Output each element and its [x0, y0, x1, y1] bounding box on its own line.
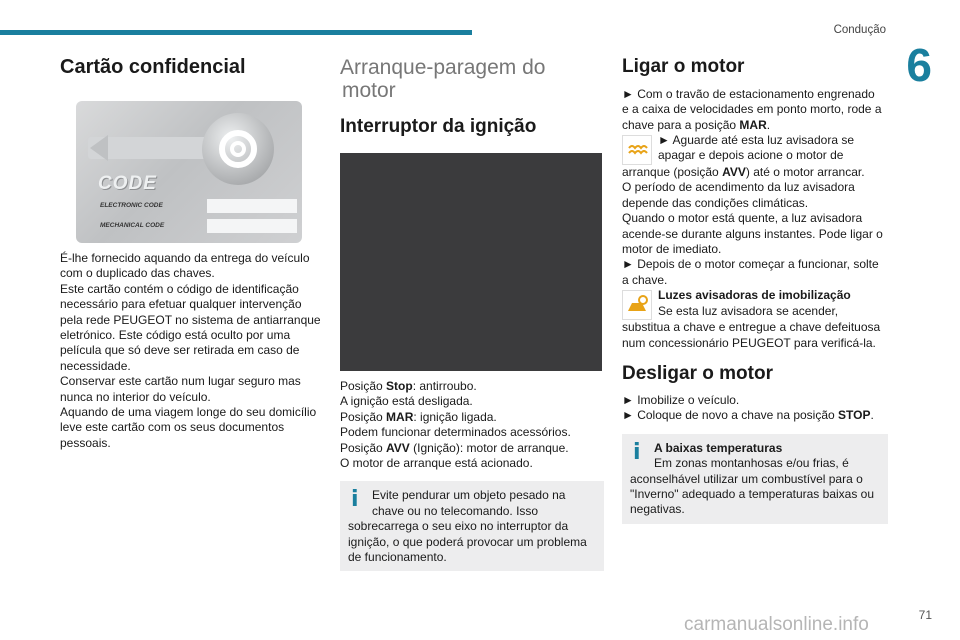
card-code-word: CODE: [98, 173, 157, 194]
text-line: necessidade.: [60, 358, 131, 373]
text-line: Conservar este cartão num lugar seguro mas: [60, 374, 301, 389]
text-line: a chave.: [622, 272, 668, 287]
text-line: ► Imobilize o veículo.: [622, 392, 740, 407]
text-line: É-lhe fornecido aquando da entrega do veículo: [60, 251, 310, 265]
stop-instructions: [622, 393, 888, 424]
section-title-card: Cartão confidencial: [60, 56, 246, 78]
info-box-heavy-object: [340, 481, 604, 571]
chapter-number: 6: [906, 39, 932, 91]
section-title-start-stop: [340, 56, 604, 102]
text-line: com o duplicado das chaves.: [60, 266, 215, 281]
info-box-low-temperatures: [622, 434, 888, 524]
text-line: de funcionamento.: [348, 550, 447, 565]
text-line: Posição AVV (Ignição): motor de arranque.: [340, 440, 569, 455]
text-line: substitua a chave e entregue a chave defeituosa: [622, 320, 881, 335]
key-logo-inner-icon: [230, 141, 246, 157]
start-instructions: [622, 87, 888, 133]
text-line: Podem funcionar determinados acessórios.: [340, 425, 571, 440]
text-line: "Inverno" adequado a temperaturas baixas ou: [630, 486, 875, 501]
text-line: O motor de arranque está acionado.: [340, 456, 533, 471]
info-icon: i: [633, 439, 641, 465]
code-card-image: [76, 101, 302, 243]
text-line: motor de imediato.: [622, 242, 722, 257]
ignition-positions: [340, 379, 604, 471]
text-line: ► Com o travão de estacionamento engrenado: [622, 86, 875, 101]
text-line: Evite pendurar um objeto pesado na: [372, 488, 566, 503]
glow-plug-block: [622, 133, 888, 164]
chapter-title: Condução: [833, 24, 886, 36]
text-line: A ignição está desligada.: [340, 394, 473, 409]
start-details: [622, 165, 888, 288]
info-title: A baixas temperaturas: [654, 440, 783, 455]
card-electronic-label: ELECTRONIC CODE: [100, 202, 163, 209]
text-line: chave para a posição MAR.: [622, 117, 771, 132]
text-line: Quando o motor está quente, a luz avisadora: [622, 211, 863, 226]
immobiliser-warning-icon: [622, 290, 652, 320]
subsection-title-start-engine: Ligar o motor: [622, 56, 745, 77]
text-line: pessoais.: [60, 435, 111, 450]
text-line: ignição, o que poderá provocar um problema: [348, 534, 587, 549]
text-line: negativas.: [630, 502, 685, 517]
card-mechanical-label: MECHANICAL CODE: [100, 222, 165, 229]
text-line: O período de acendimento da luz avisadora: [622, 180, 855, 195]
text-line: Se esta luz avisadora se acender,: [658, 303, 839, 318]
column-start-stop-engine: [622, 56, 888, 524]
card-description: [60, 251, 323, 451]
text-line: Este cartão contém o código de identificação: [60, 281, 299, 296]
text-line: Posição Stop: antirroubo.: [340, 378, 477, 393]
text-line: aconselhável utilizar um combustível para o: [630, 471, 863, 486]
glow-plug-warning-icon: [622, 135, 652, 165]
text-line: pela rede PEUGEOT no sistema de antiarranque: [60, 312, 321, 327]
ignition-switch-photo: [340, 153, 602, 371]
text-line: depende das condições climáticas.: [622, 195, 809, 210]
section-title-line1: Arranque-paragem do: [340, 56, 546, 79]
key-notch-shape: [90, 135, 108, 161]
card-mechanical-field: [207, 219, 297, 233]
text-line: Aquando de uma viagem longe do seu domicílio: [60, 405, 317, 420]
text-line: nunca no interior do veículo.: [60, 389, 211, 404]
immobiliser-title: Luzes avisadoras de imobilização: [658, 288, 851, 303]
column-confidential-card: [60, 56, 323, 451]
text-line: num concessionário PEUGEOT para verificá-la.: [622, 335, 876, 350]
page-number: 71: [918, 608, 932, 622]
text-line: arranque (posição AVV) até o motor arrancar.: [622, 165, 865, 180]
text-line: ► Depois de o motor começar a funcionar, solte: [622, 257, 879, 272]
text-line: Posição MAR: ignição ligada.: [340, 409, 497, 424]
text-line: eletrónico. Este código está oculto por uma: [60, 328, 291, 343]
text-line: ► Coloque de novo a chave na posição STOP.: [622, 408, 874, 423]
subsection-title-stop-engine: Desligar o motor: [622, 363, 773, 385]
text-line: chave ou no telecomando. Isso: [372, 503, 539, 518]
header-accent-bar: [0, 30, 472, 35]
info-icon: i: [351, 487, 359, 513]
immobiliser-block: [622, 288, 888, 351]
text-line: necessário para efetuar qualquer intervenção: [60, 297, 302, 312]
text-line: apagar e depois acione o motor de: [658, 148, 844, 163]
section-title-line2: motor: [342, 79, 396, 103]
text-line: Em zonas montanhosas e/ou frias, é: [654, 456, 849, 471]
text-line: ► Aguarde até esta luz avisadora se: [658, 133, 854, 148]
text-line: e a caixa de velocidades em ponto morto, rode a: [622, 102, 882, 117]
subsection-title-ignition-switch: Interruptor da ignição: [340, 116, 537, 138]
text-line: acende-se durante alguns instantes. Pode ligar o: [622, 226, 883, 241]
text-line: leve este cartão com os seus documentos: [60, 420, 285, 435]
text-line: sobrecarrega o seu eixo no interruptor da: [348, 519, 569, 534]
watermark: carmanualsonline.info: [684, 614, 869, 635]
card-electronic-field: [207, 199, 297, 213]
text-line: película que só deve ser retirada em caso de: [60, 343, 300, 358]
column-ignition: [340, 56, 604, 571]
